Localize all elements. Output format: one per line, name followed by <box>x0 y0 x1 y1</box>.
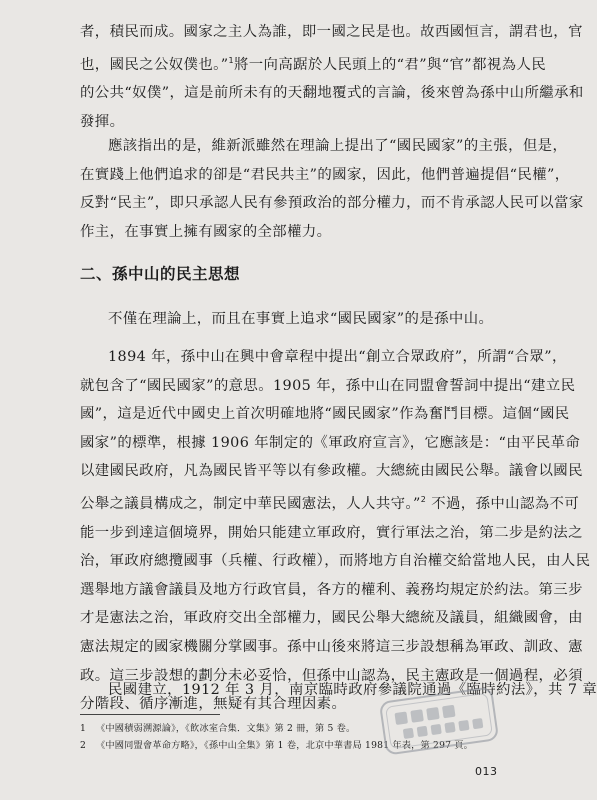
paragraph-line: 公舉之議員構成之，制定中華民國憲法，人人共守。”$^2$ 不過，孫中山認為不可 <box>80 494 580 512</box>
paragraph-3 <box>80 305 500 334</box>
paragraph-line: 分階段、循序漸進，無疑有其合理因素。 <box>80 696 347 713</box>
paragraph-line: 以建國民政府，凡為國民皆平等以有參政權。大總統由國民公舉。議會以國民 <box>80 463 583 480</box>
paragraph-line: 反對“民主”，即只承認人民有參預政治的部分權力，而不肯承認人民可以當家 <box>80 195 584 212</box>
paragraph-1 <box>80 18 584 136</box>
section-heading: 二、孫中山的民主思想 <box>80 265 241 283</box>
paragraph-line: 就包含了“國民國家”的意思。1905 年，孫中山在同盟會誓詞中提出“建立民 <box>80 377 576 394</box>
footnote-divider <box>80 714 220 715</box>
paragraph-line: 的公共“奴僕”，這是前所未有的天翻地覆式的言論，後來曾為孫中山所繼承和 <box>80 85 584 102</box>
paragraph-line: 民國建立，1912 年 3 月，南京臨時政府參議院通過《臨時約法》，共 7 章 <box>108 682 597 698</box>
paragraph-line: 不僅在理論上，而且在事實上追求“國民國家”的是孫中山。 <box>108 311 494 327</box>
paragraph-line: 政。這三步設想的劃分未必妥恰，但孫中山認為，民主憲政是一個過程，必須 <box>80 667 583 684</box>
paragraph-line: 作主，在事實上擁有國家的全部權力。 <box>80 223 332 240</box>
footnotes <box>80 720 500 754</box>
footnote-number: 1 <box>80 723 87 734</box>
paragraph-line: 國家”的標準，根據 1906 年制定的《軍政府宣言》，它應該是：“由平民革命 <box>80 434 581 451</box>
footnote-2 <box>80 737 500 754</box>
footnote-number: 2 <box>80 740 87 751</box>
footnote-1 <box>80 720 500 737</box>
paragraph-line: 發揮。 <box>80 113 125 130</box>
paragraph-line: 治，軍政府總攬國事（兵權、行政權），而將地方自治權交給當地人民，由人民 <box>80 553 591 570</box>
paragraph-2 <box>80 132 584 246</box>
paragraph-line: 也，國民之公奴僕也。”$^1$將一向高踞於人民頭上的“君”與“官”都視為人民 <box>80 55 547 73</box>
paragraph-5 <box>80 676 597 705</box>
paragraph-line: 在實踐上他們追求的卻是“君民共主”的國家，因此，他們普遍提倡“民權”， <box>80 166 570 183</box>
paragraph-line: 應該指出的是，維新派雖然在理論上提出了“國民國家”的主張，但是， <box>108 138 568 154</box>
footnote-text: 《中國同盟會革命方略》，《孫中山全集》第 1 卷，北京中華書局 1981 年表，第 297 頁。 <box>96 740 474 751</box>
paragraph-line: 者，積民而成。國家之主人為誰，即一國之民是也。故西國恒言，謂君也，官 <box>80 24 583 40</box>
paragraph-line: 國”，這是近代中國史上首次明確地將“國民國家”作為奮鬥目標。這個“國民 <box>80 406 570 423</box>
paragraph-line: 能一步到達這個境界，開始只能建立軍政府，實行軍法之治，第二步是約法之 <box>80 524 583 541</box>
paragraph-line: 憲法規定的國家機關分掌國事。孫中山後來將這三步設想稱為軍政、訓政、憲 <box>80 638 583 655</box>
paragraph-line: 才是憲法之治，軍政府交出全部權力，國民公舉大總統及議員，組織國會，由 <box>80 610 583 627</box>
page-number: 013 <box>475 765 498 778</box>
paragraph-4 <box>80 343 597 719</box>
footnote-text: 《中國積弱溯源論》，《飲冰室合集．文集》第 2 冊，第 5 卷。 <box>96 723 356 734</box>
paragraph-line: 選舉地方議會議員及地方行政官員，各方的權利、義務均規定於約法。第三步 <box>80 581 583 598</box>
paragraph-line: 1894 年，孫中山在興中會章程中提出“創立合眾政府”，所謂“合眾”， <box>108 349 567 365</box>
